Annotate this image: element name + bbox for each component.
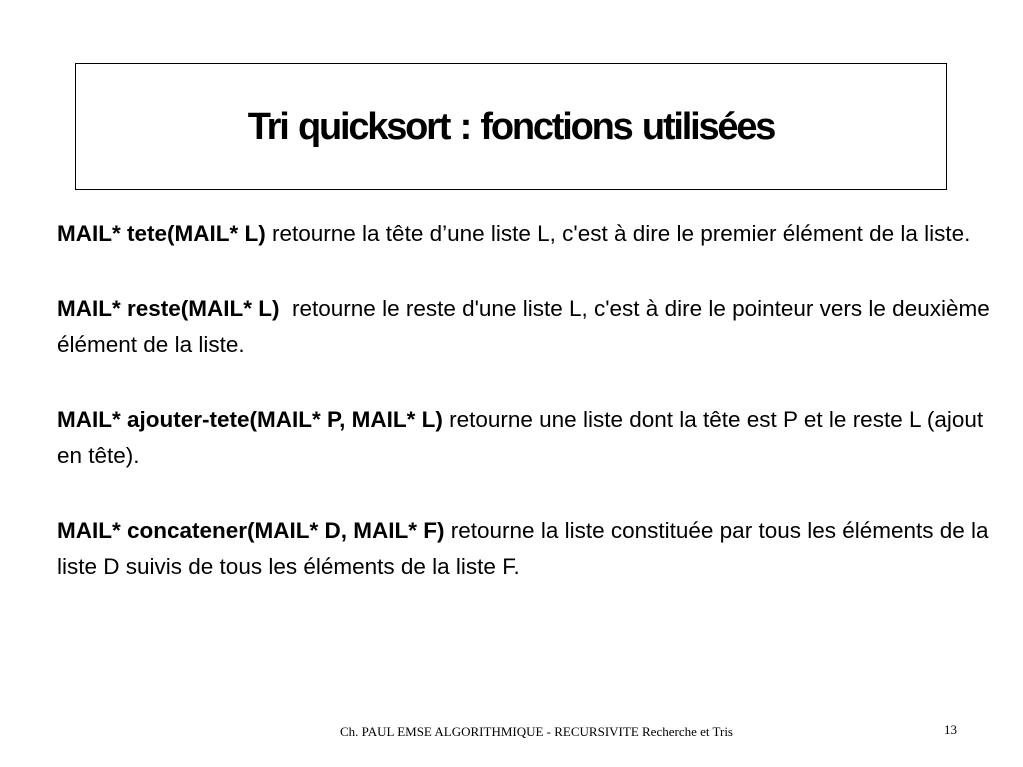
function-signature: MAIL* reste(MAIL* L)	[57, 296, 280, 321]
function-text: retourne une liste dont la tête est P et le reste L (ajout en tête).	[57, 407, 984, 468]
footer-text: Ch. PAUL EMSE ALGORITHMIQUE - RECURSIVITE Recherche et Tris	[340, 724, 733, 739]
function-signature: MAIL* ajouter-tete(MAIL* P, MAIL* L)	[57, 407, 443, 432]
function-description	[57, 402, 1002, 474]
function-description	[57, 216, 1002, 252]
title-box	[75, 63, 947, 190]
slide-title: Tri quicksort : fonctions utilisées	[247, 106, 775, 148]
content-body	[57, 216, 1002, 624]
function-text: retourne la liste constituée par tous les éléments de la liste D suivis de tous les éléments de la liste F.	[57, 518, 989, 579]
page-number: 13	[944, 722, 957, 737]
function-text: retourne le reste d'une liste L, c'est à dire le pointeur vers le deuxième élément de la liste.	[57, 296, 997, 357]
function-signature: MAIL* tete(MAIL* L)	[57, 221, 266, 246]
function-description	[57, 291, 1002, 363]
function-signature: MAIL* concatener(MAIL* D, MAIL* F)	[57, 518, 445, 543]
function-text: retourne la tête d’une liste L, c'est à dire le premier élément de la liste.	[265, 221, 971, 246]
function-description	[57, 513, 1002, 585]
